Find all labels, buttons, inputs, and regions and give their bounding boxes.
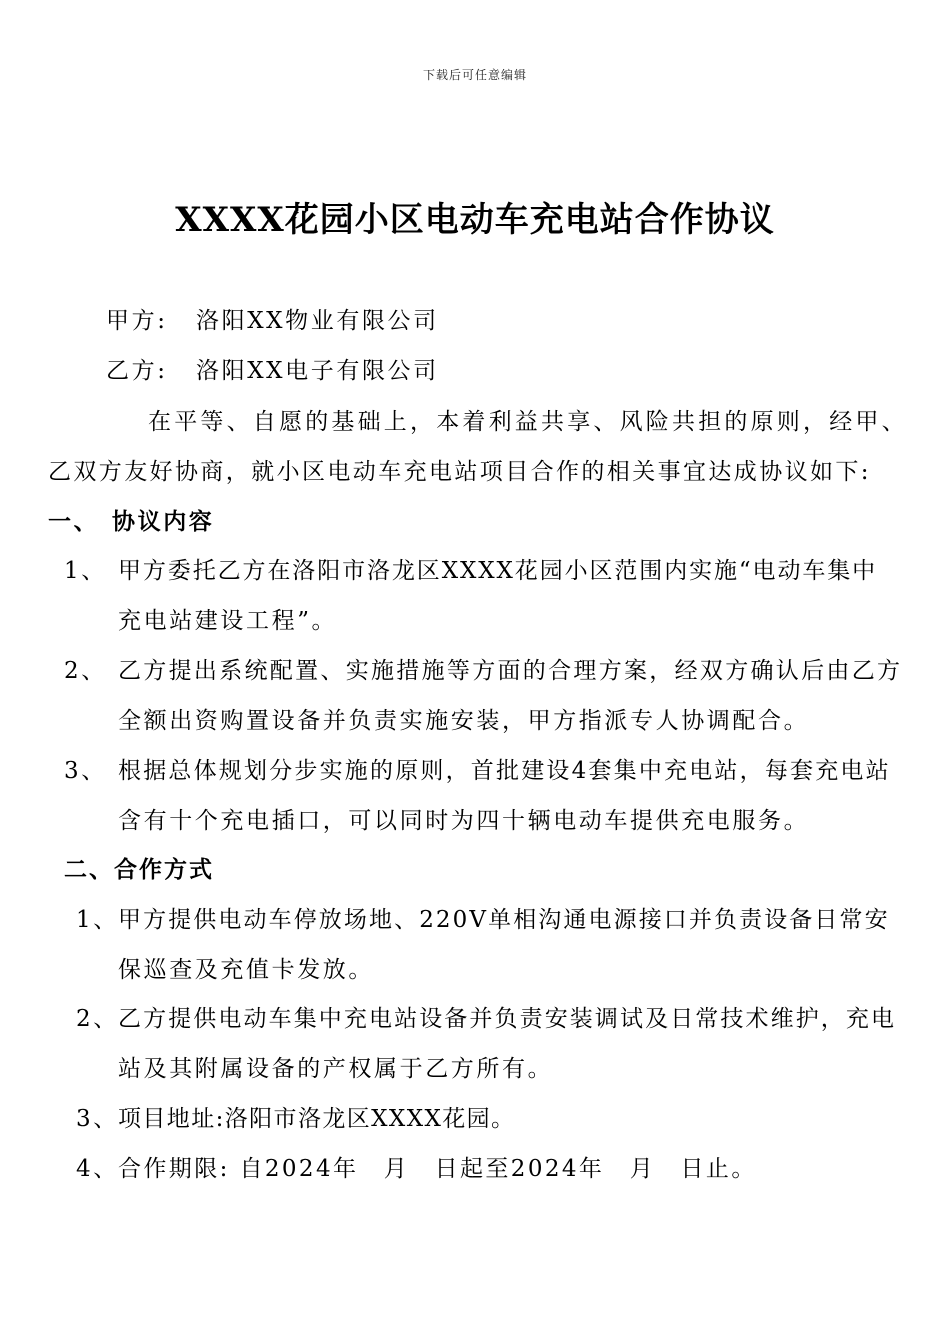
party-b-name: 洛阳XX电子有限公司 <box>196 358 439 384</box>
section-1-number: 一、 <box>48 508 100 535</box>
s1-item-2-line-2: 全额出资购置设备并负责实施安装，甲方指派专人协调配合。 <box>118 708 810 734</box>
s1-item-2-num: 2、 <box>64 658 107 684</box>
s1-item-3-line-2: 含有十个充电插口，可以同时为四十辆电动车提供充电服务。 <box>118 808 810 834</box>
s1-item-1-num: 1、 <box>64 558 107 584</box>
s2-item-2-line-1: 乙方提供电动车集中充电站设备并负责安装调试及日常技术维护，充电 <box>118 1006 897 1032</box>
section-1-title: 协议内容 <box>112 508 215 535</box>
party-b-label: 乙方: <box>106 358 168 384</box>
s2-item-4-line-1: 合作期限: 自2024年 月 日起至2024年 月 日止。 <box>118 1156 757 1182</box>
s1-item-1-line-1: 甲方委托乙方在洛阳市洛龙区XXXX花园小区范围内实施“电动车集中 <box>118 558 878 584</box>
s1-item-2-line-1: 乙方提出系统配置、实施措施等方面的合理方案，经双方确认后由乙方 <box>118 658 903 684</box>
section-2-heading: 二、合作方式 <box>64 856 214 883</box>
party-b <box>106 352 439 385</box>
header-note: 下载后可任意编辑 <box>422 68 527 82</box>
s2-item-3-num: 3、 <box>76 1106 119 1132</box>
intro-line-2: 乙双方友好协商，就小区电动车充电站项目合作的相关事宜达成协议如下: <box>48 459 871 485</box>
s2-item-1-line-2: 保巡查及充值卡发放。 <box>118 957 374 983</box>
s2-item-3-line-1: 项目地址:洛阳市洛龙区XXXX花园。 <box>118 1106 516 1132</box>
s2-item-2-num: 2、 <box>76 1006 119 1032</box>
s2-item-2-line-2: 站及其附属设备的产权属于乙方所有。 <box>118 1056 554 1082</box>
party-a-name: 洛阳XX物业有限公司 <box>196 308 439 334</box>
s1-item-3-num: 3、 <box>64 758 107 784</box>
intro-line-1: 在平等、自愿的基础上，本着利益共享、风险共担的原则，经甲、 <box>148 409 908 435</box>
document-title: XXXX花园小区电动车充电站合作协议 <box>175 200 775 240</box>
party-a <box>106 302 439 335</box>
section-1-heading <box>48 503 214 536</box>
s2-item-4-num: 4、 <box>76 1156 119 1182</box>
s1-item-3-line-1: 根据总体规划分步实施的原则，首批建设4套集中充电站，每套充电站 <box>118 758 891 784</box>
s2-item-1-line-1: 甲方提供电动车停放场地、220V单相沟通电源接口并负责设备日常安 <box>118 907 890 933</box>
s2-item-1-num: 1、 <box>76 907 119 933</box>
party-a-label: 甲方: <box>106 308 168 334</box>
s1-item-1-line-2: 充电站建设工程”。 <box>118 608 338 634</box>
